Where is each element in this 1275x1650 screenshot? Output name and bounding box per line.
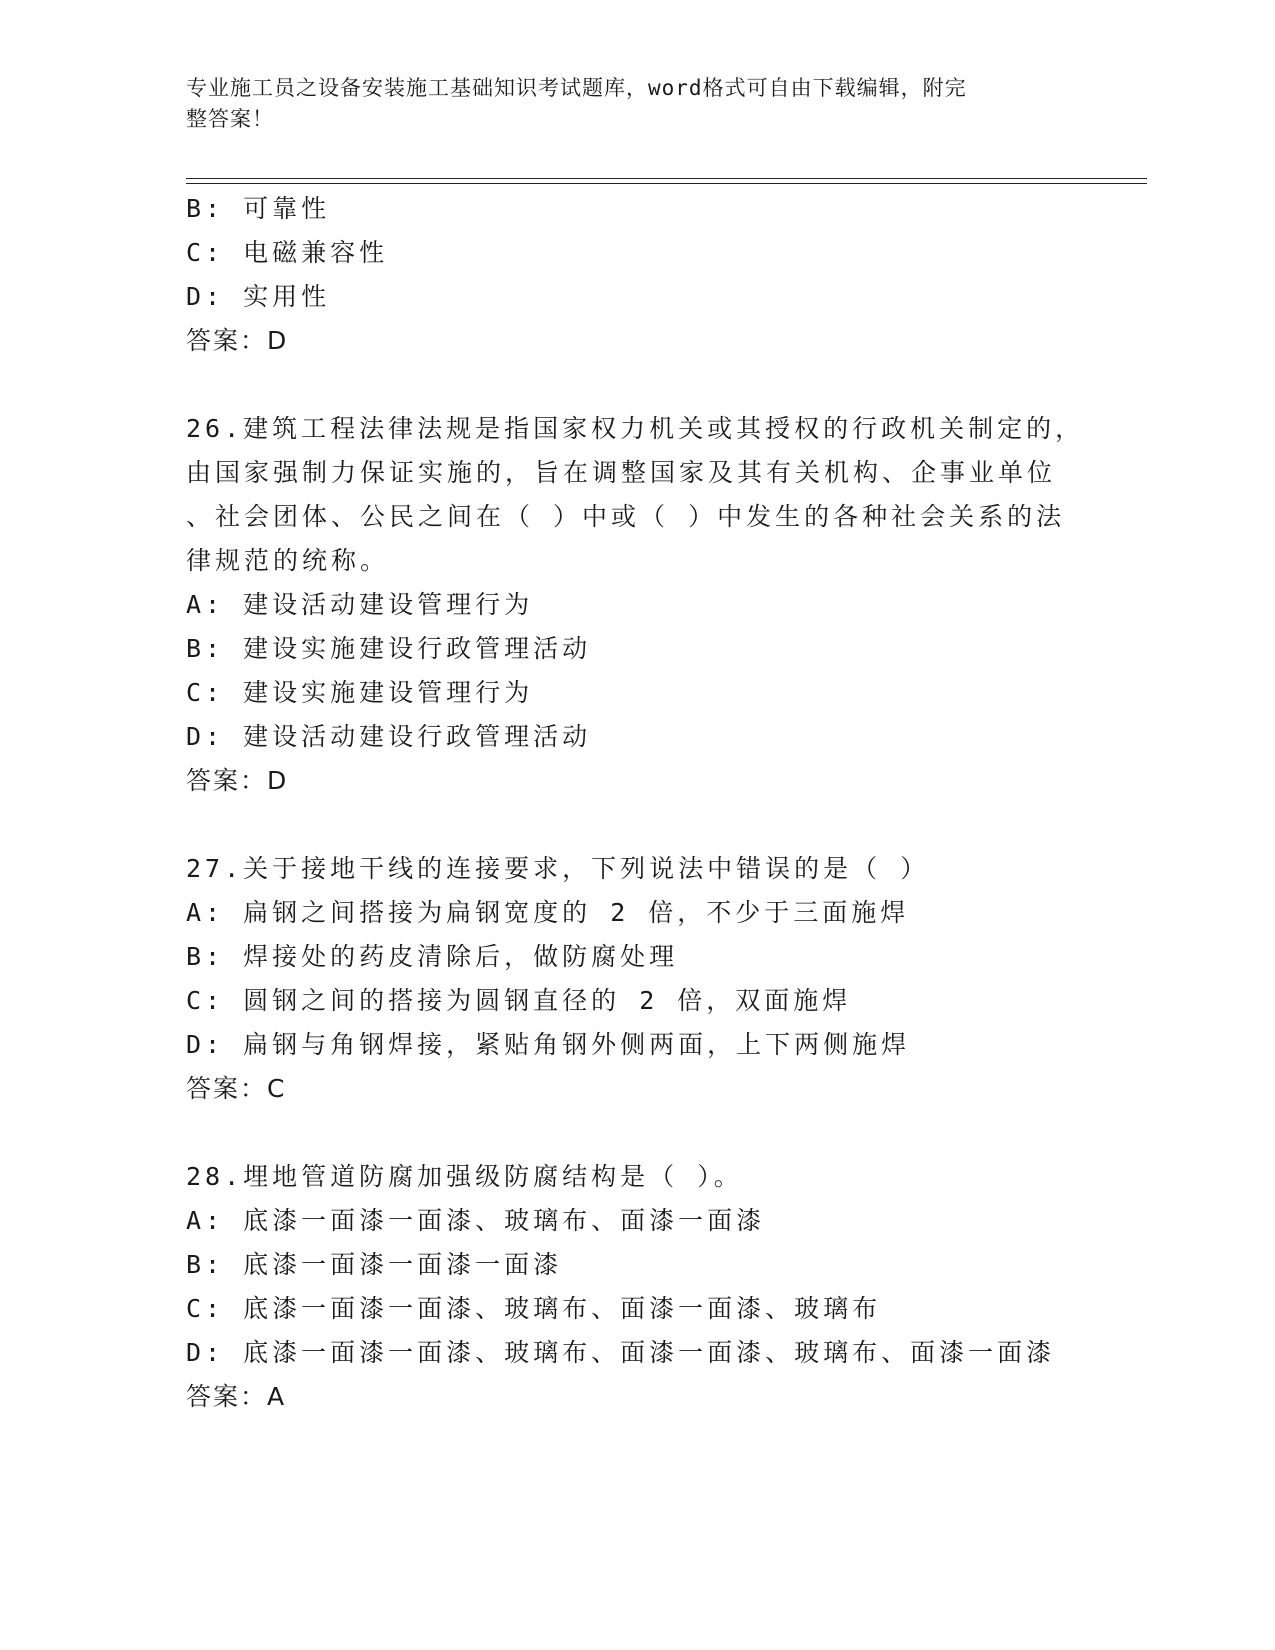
q28-option-c: C: 底漆一面漆一面漆、玻璃布、面漆一面漆、玻璃布 bbox=[186, 1294, 882, 1323]
q25-option-b: B: 可靠性 bbox=[186, 194, 331, 223]
q28-option-d: D: 底漆一面漆一面漆、玻璃布、面漆一面漆、玻璃布、面漆一面漆 bbox=[186, 1338, 1056, 1367]
q28-option-b: B: 底漆一面漆一面漆一面漆 bbox=[186, 1250, 563, 1279]
header-line-2: 整答案！ bbox=[186, 107, 274, 131]
q25-option-c: C: 电磁兼容性 bbox=[186, 238, 389, 267]
q26-option-a: A: 建设活动建设管理行为 bbox=[186, 590, 534, 619]
q27-answer: 答案：C bbox=[186, 1074, 287, 1103]
q27-option-a: A: 扁钢之间搭接为扁钢宽度的 2 倍，不少于三面施焊 bbox=[186, 898, 910, 927]
document-header bbox=[186, 73, 1066, 135]
header-divider-top bbox=[186, 178, 1147, 179]
q26-stem-line-2: 由国家强制力保证实施的，旨在调整国家及其有关机构、企事业单位 bbox=[186, 458, 1057, 487]
q26-option-d: D: 建设活动建设行政管理活动 bbox=[186, 722, 592, 751]
q26-stem-line-4: 律规范的统称。 bbox=[186, 546, 390, 575]
q27-option-b: B: 焊接处的药皮清除后，做防腐处理 bbox=[186, 942, 679, 971]
q25-option-d: D: 实用性 bbox=[186, 282, 331, 311]
header-line-1: 专业施工员之设备安装施工基础知识考试题库，word格式可自由下载编辑，附完 bbox=[186, 76, 967, 100]
q26-option-c: C: 建设实施建设管理行为 bbox=[186, 678, 534, 707]
q25-answer: 答案：D bbox=[186, 326, 289, 355]
q27-stem: 27.关于接地干线的连接要求，下列说法中错误的是（ ） bbox=[186, 854, 930, 883]
header-divider-bottom bbox=[186, 183, 1147, 184]
q27-option-d: D: 扁钢与角钢焊接，紧贴角钢外侧两面，上下两侧施焊 bbox=[186, 1030, 911, 1059]
q27-option-c: C: 圆钢之间的搭接为圆钢直径的 2 倍，双面施焊 bbox=[186, 986, 852, 1015]
q26-stem-line-1: 26.建筑工程法律法规是指国家权力机关或其授权的行政机关制定的， bbox=[186, 414, 1085, 443]
q26-option-b: B: 建设实施建设行政管理活动 bbox=[186, 634, 592, 663]
q28-answer: 答案：A bbox=[186, 1382, 287, 1411]
q28-stem: 28.埋地管道防腐加强级防腐结构是（ ）。 bbox=[186, 1162, 743, 1191]
q28-option-a: A: 底漆一面漆一面漆、玻璃布、面漆一面漆 bbox=[186, 1206, 766, 1235]
q26-answer: 答案：D bbox=[186, 766, 289, 795]
q26-stem-line-3: 、社会团体、公民之间在（ ）中或（ ）中发生的各种社会关系的法 bbox=[186, 502, 1066, 531]
